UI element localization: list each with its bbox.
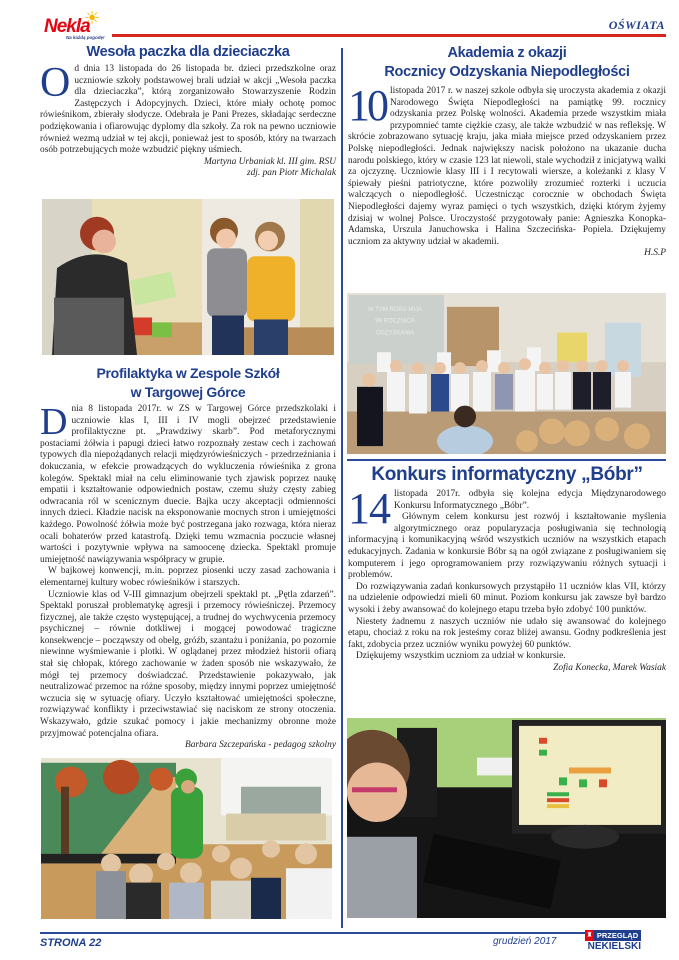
header-rule <box>112 34 666 37</box>
dropcap: D <box>40 401 68 443</box>
paragraph: listopada 2017 r. w naszej szkole odbyła się uroczysta akademia z okazji Narodowego Święta Niepodległości na pamiątkę 99. rocznicy odzyskania przez Polskę wolności. Akademia przede wszystkim miała przypomnieć tamte ciężkie czasy, ale także wzbudzić w nas refleksję. W skrócie zobrazowano sytuację kraju, jaka miała miejsce przed odzyskaniem przez Polskę niepodległości. Jednak największy nacisk położono na ukazanie ducha narodu polskiego, który w czasie 123 lat niewoli, stale wychodził z inicjatywą walki za ojczyznę. Uczniowie klasy III i I recytowali wiersze, a koleżanki z klasy V śpiewały pieśni patriotyczne, które pozwoliły zrozumieć rozterki i uczucia walczących o niepodległość. Uczestnicząc corocznie w obchodach Święta Niepodległości dajemy wyraz pamięci o tych wszystkich, dzięki którym żyjemy dzisiaj w wolnej Polsce. Uroczystość przygotowały panie: Agnieszka Konopka- Adamska, Urszula Januchowska i Halina Szczecińska- Popiela. Dziękujemy uczniom za aktywny udział w akademii. <box>348 86 666 247</box>
article-signature: Zofia Konecka, Marek Wasiak <box>553 662 666 673</box>
article-profilaktyka-body <box>40 401 336 740</box>
photo-children-performing-at-assembly <box>347 293 666 454</box>
article-separator <box>347 459 666 461</box>
article-title-profilaktyka-line2: w Targowej Górce <box>130 384 246 400</box>
photo-student-at-computer <box>347 718 666 918</box>
logo-tagline: Na każdą pogodę! <box>66 35 105 40</box>
photo-actor-in-turtle-costume-with-children <box>41 758 332 919</box>
paragraph: Głównym celem konkursu jest rozwój i kształtowanie myślenia algorytmicznego oraz popularyzacja posługiwania się technologią informacyjną i komunikacyjną wśród wszystkich uczniów na wszystkich etapach edukacyjnych. Zadania w konkursie Bóbr są na ogół związane z posługiwaniem się komputerem i jego oprogramowaniem przy rozwiązywaniu różnych sytuacji i problemów. <box>348 512 666 581</box>
dropcap: O <box>40 60 71 106</box>
column-divider <box>341 48 343 928</box>
paragraph: Dziękujemy wszystkim uczniom za udział w konkursie. <box>356 651 566 662</box>
dropcap: 10 <box>348 81 386 130</box>
article-profilaktyka <box>40 364 336 752</box>
footer-rule <box>40 932 638 934</box>
article-title-profilaktyka-line1: Profilaktyka w Zespole Szkół <box>96 365 280 381</box>
section-title: OŚWIATA <box>608 18 665 32</box>
issue-date: grudzień 2017 <box>493 936 557 947</box>
paragraph: listopada 2017r. odbyła się kolejna edycja Międzynarodowego Konkursu Informatycznego „Bóbr”. <box>394 489 666 511</box>
photo-woman-presenting-diplomas <box>42 199 334 355</box>
article-wesola-body <box>40 60 336 157</box>
paragraph: Niestety żadnemu z naszych uczniów nie udało się awansować do kolejnego etapu, chociaż z roku na rok jesteśmy coraz bliżej awansu. Godny podkreślenia jest fakt, zdobycia przez uczniów wyniku powyżej 60 punktów. <box>348 616 666 650</box>
paragraph: nia 8 listopada 2017r. w ZS w Targowej Górce przedszkolaki i uczniowie klas I, III i IV mogli obejrzeć przedstawienie profilaktyczne pt. „Prawdziwy skarb”. Pod metaforycznymi postaciami żółwia i papugi dzieci łatwo rozpoznały zestaw cech i zachowań typowych dla niepożądanych relacji międzyrówieśniczych - przedrzeźniania i dokuczania, w efekcie prowadzących do wykluczenia rówieśnika z grona kolegów. Spektakl miał na celu eliminowanie tych zjawisk poprzez naukę empatii i kształtowanie odpowiednich postaw, czemu służy częsty zabieg odwracania ról w scenicznym duecie. Bajka uczy akceptacji odmienności innych dzieci. Kładzie nacisk na eksponowanie mocnych stron i umiejętności każdego. Powolność żółwia może być postrzegana jako rozwaga, która nieraz ocali bohaterów przed katastrofą. Dzięki temu wzmacnia poczucie własnej wartości i pozytywnie wpływa na samoocenę dziecka. Spektakl promuje umiejętność nawiązywania współpracy w grupie. <box>40 404 336 565</box>
dropcap: 14 <box>348 484 390 533</box>
brand-top: PRZEGLĄD <box>594 930 641 941</box>
article-bobr-body <box>348 484 666 663</box>
article-title-akademia-line1: Akademia z okazji <box>447 45 567 61</box>
article-bobr <box>348 463 666 675</box>
paragraph: W bajkowej konwencji, m.in. poprzez piosenki uczy zasad zachowania i elementarnej kultury wobec rówieśników i starszych. <box>40 566 336 588</box>
screen-text: ODZYSKANIA <box>375 330 415 337</box>
article-signature: H.S.P <box>644 248 666 259</box>
przeglad-nekielski-logo <box>585 930 641 958</box>
brand-bottom: NEKIELSKI <box>587 941 641 952</box>
crest-icon: ♜ <box>586 931 593 939</box>
nekla-logo <box>40 10 112 40</box>
article-akademia-body <box>348 81 666 248</box>
article-akademia <box>348 44 666 260</box>
paragraph: Uczniowie klas od V-III gimnazjum obejrzeli spektakl pt. „Pętla zdarzeń”. Spektakl poruszał problematykę agresji i przemocy rówieśniczej. Przemocy fizycznej, ale także często występującej, a trudnej do wychwycenia przemocy psychicznej – równie dotkliwej i mogącej powodować tragiczne konsekwencje – począwszy od obelg, gróźb, szantażu i poniżania, po pozornie niewinne wyśmiewanie i plotki. W oglądanej przez młodzież historii ofiarą stał się chłopak, którego zachowanie w żaden sposób nie wskazywało, że mógł tej przemocy doświadczać. Przedstawienie pokazywało, jak neutralizować przemoc na różne sposoby, między innymi poprzez umiejętność wczucia się w sytuację ofiary. Uczyło kształtować umiejętności społeczne, rozwiązywać konflikty i przeciwstawiać się naciskom ze strony otoczenia. Wskazywało, gdzie szukać pomocy i jakie mechanizmy obronne może przyjmować potencjalna ofiara. <box>40 589 336 739</box>
screen-text: W TYM ROKU MIJA <box>367 306 423 313</box>
article-title-wesola: Wesoła paczka dla dzieciaczka <box>86 44 290 60</box>
photo-credit: zdj. pan Piotr Michalak <box>246 168 336 179</box>
article-title-bobr: Konkurs informatyczny „Bóbr” <box>371 464 643 485</box>
sun-icon: ☀ <box>84 8 101 28</box>
logo-text: Nekla <box>44 16 90 37</box>
article-signature: Martyna Urbaniak kl. III gim. RSU <box>203 156 336 167</box>
page-number: STRONA 22 <box>40 937 102 949</box>
screen-text: 99 ROCZNICA <box>375 318 415 325</box>
paragraph: d dnia 13 listopada do 26 listopada br. dzieci przedszkolne oraz uczniowie szkoły podstawowej brali udział w akcji „Wesoła paczka dla dzieciaczka”, którą zorganizowało Stowarzyszenie Rodzin Zastępczych i Adopcyjnych. Dzieci, które miały ochotę pomoc rówieśnikom, zbierały słodycze. Odebrała je Pani Prezes, składając serdeczne podziękowania i ofiarowując dyplomy dla szkoły. Za rok na pewno uczniowie również wezmą udział w tej akcji, ponieważ jest to sposób, który na twarzach osób potrzebujących może wzbudzić piękny uśmiech. <box>40 64 336 156</box>
paragraph: Do rozwiązywania zadań konkursowych przystąpiło 11 uczniów klas VII, którzy na udzielenie odpowiedzi mieli 60 minut. Poziom konkursu jak zawsze był bardzo wysoki i żeby awansować do kolejnego etapu trzeba było zdobyć 100 punktów. <box>348 581 666 615</box>
article-signature: Barbara Szczepańska - pedagog szkolny <box>184 740 336 751</box>
article-wesola <box>40 44 336 180</box>
article-title-akademia-line2: Rocznicy Odzyskania Niepodległości <box>384 64 630 80</box>
